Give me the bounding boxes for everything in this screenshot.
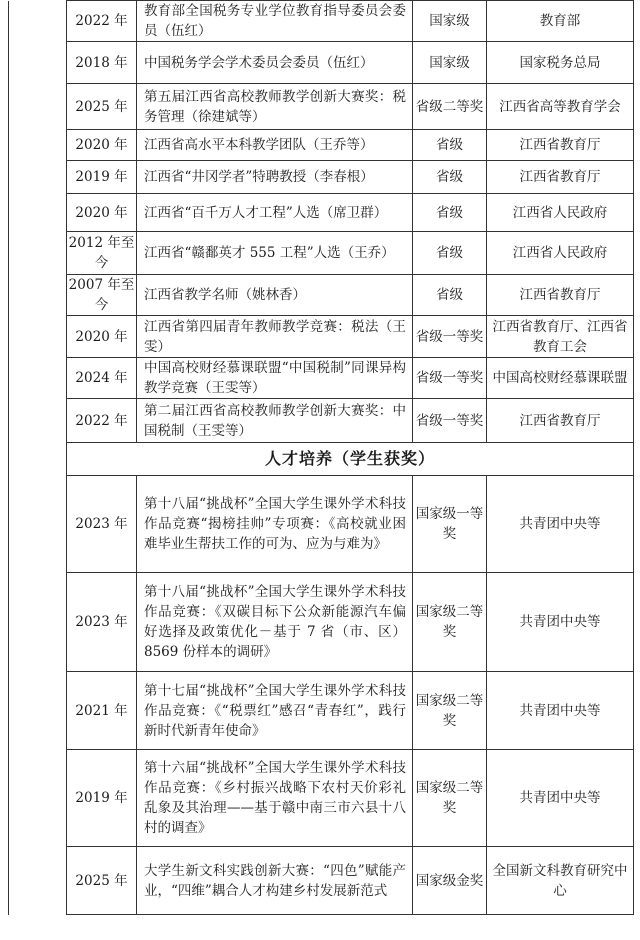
table-row — [9, 358, 634, 399]
year-cell: 2018 年 — [67, 42, 137, 84]
year-cell: 2022 年 — [67, 1, 137, 42]
organization-cell: 中国高校财经慕课联盟 — [487, 358, 634, 399]
table-row — [9, 161, 634, 194]
table-row — [9, 399, 634, 443]
table-row — [9, 672, 634, 750]
year-cell: 2019 年 — [67, 750, 137, 847]
organization-cell: 江西省教育厅、江西省教育工会 — [487, 316, 634, 358]
year-cell: 2025 年 — [67, 84, 137, 130]
row-margin-cell — [9, 42, 67, 84]
description-cell: 第五届江西省高校教师教学创新大赛奖：税务管理（徐建斌等） — [137, 84, 413, 130]
table-row — [9, 42, 634, 84]
organization-cell: 全国新文科教育研究中心 — [487, 847, 634, 915]
level-cell: 国家级二等奖 — [413, 573, 487, 672]
organization-cell: 教育部 — [487, 1, 634, 42]
organization-cell: 江西省人民政府 — [487, 232, 634, 275]
level-cell: 省级一等奖 — [413, 358, 487, 399]
level-cell: 国家级二等奖 — [413, 750, 487, 847]
description-cell: 中国高校财经慕课联盟“中国税制”同课异构教学竞赛（王雯等） — [137, 358, 413, 399]
row-margin-cell — [9, 194, 67, 232]
section-row — [9, 443, 634, 476]
row-margin-cell — [9, 161, 67, 194]
year-cell: 2020 年 — [67, 194, 137, 232]
description-cell: 大学生新文科实践创新大赛：“四色”赋能产业，“四维”耦合人才构建乡村发展新范式 — [137, 847, 413, 915]
description-cell: 教育部全国税务专业学位教育指导委员会委员（伍红） — [137, 1, 413, 42]
level-cell: 省级 — [413, 194, 487, 232]
row-margin-cell — [9, 358, 67, 399]
description-cell: 江西省教学名师（姚林香） — [137, 275, 413, 316]
table-row — [9, 275, 634, 316]
level-cell: 国家级 — [413, 1, 487, 42]
organization-cell: 江西省教育厅 — [487, 399, 634, 443]
table-row — [9, 476, 634, 573]
table-row — [9, 573, 634, 672]
year-cell: 2024 年 — [67, 358, 137, 399]
row-margin-cell — [9, 750, 67, 847]
organization-cell: 共青团中央等 — [487, 672, 634, 750]
level-cell: 省级二等奖 — [413, 84, 487, 130]
row-margin-cell — [9, 130, 67, 161]
level-cell: 国家级 — [413, 42, 487, 84]
organization-cell: 江西省教育厅 — [487, 161, 634, 194]
level-cell: 国家级金奖 — [413, 847, 487, 915]
organization-cell: 国家税务总局 — [487, 42, 634, 84]
level-cell: 省级 — [413, 130, 487, 161]
organization-cell: 共青团中央等 — [487, 750, 634, 847]
row-margin-cell — [9, 1, 67, 42]
description-cell: 第十七届“挑战杯”全国大学生课外学术科技作品竞赛：《“税票红”感召“青春红”，践行新时代新青年使命》 — [137, 672, 413, 750]
year-cell: 2020 年 — [67, 316, 137, 358]
row-margin-cell — [9, 232, 67, 275]
year-cell: 2023 年 — [67, 476, 137, 573]
year-cell: 2022 年 — [67, 399, 137, 443]
description-cell: 江西省“赣鄱英才 555 工程”人选（王乔） — [137, 232, 413, 275]
year-cell: 2023 年 — [67, 573, 137, 672]
description-cell: 江西省第四届青年教师教学竞赛：税法（王雯） — [137, 316, 413, 358]
table-row — [9, 847, 634, 915]
year-cell: 2021 年 — [67, 672, 137, 750]
description-cell: 江西省“百千万人才工程”人选（席卫群） — [137, 194, 413, 232]
row-margin-cell — [9, 399, 67, 443]
level-cell: 国家级一等奖 — [413, 476, 487, 573]
year-cell: 2020 年 — [67, 130, 137, 161]
row-margin-cell — [9, 573, 67, 672]
description-cell: 中国税务学会学术委员会委员（伍红） — [137, 42, 413, 84]
table-row — [9, 130, 634, 161]
level-cell: 省级 — [413, 275, 487, 316]
level-cell: 省级 — [413, 232, 487, 275]
organization-cell: 共青团中央等 — [487, 476, 634, 573]
table-row — [9, 84, 634, 130]
section-title: 人才培养（学生获奖） — [67, 443, 634, 476]
row-margin-cell — [9, 847, 67, 915]
table-row — [9, 316, 634, 358]
row-margin-cell — [9, 84, 67, 130]
row-margin-cell — [9, 672, 67, 750]
description-cell: 第二届江西省高校教师教学创新大赛奖：中国税制（王雯等） — [137, 399, 413, 443]
level-cell: 国家级二等奖 — [413, 672, 487, 750]
description-cell: 江西省高水平本科教学团队（王乔等） — [137, 130, 413, 161]
description-cell: 第十八届“挑战杯”全国大学生课外学术科技作品竞赛“揭榜挂帅”专项赛：《高校就业困难毕业生帮扶工作的可为、应为与难为》 — [137, 476, 413, 573]
description-cell: 第十六届“挑战杯”全国大学生课外学术科技作品竞赛：《乡村振兴战略下农村天价彩礼乱象及其治理——基于赣中南三市六县十八村的调查》 — [137, 750, 413, 847]
organization-cell: 共青团中央等 — [487, 573, 634, 672]
table-row — [9, 232, 634, 275]
organization-cell: 江西省人民政府 — [487, 194, 634, 232]
row-margin-cell — [9, 476, 67, 573]
level-cell: 省级一等奖 — [413, 399, 487, 443]
level-cell: 省级 — [413, 161, 487, 194]
table-row — [9, 1, 634, 42]
description-cell: 第十八届“挑战杯”全国大学生课外学术科技作品竞赛：《双碳目标下公众新能源汽车偏好选择及政策优化－基于 7 省（市、区）8569 份样本的调研》 — [137, 573, 413, 672]
organization-cell: 江西省高等教育学会 — [487, 84, 634, 130]
row-margin-cell — [9, 316, 67, 358]
year-cell: 2012 年至今 — [67, 232, 137, 275]
row-margin-cell — [9, 275, 67, 316]
organization-cell: 江西省教育厅 — [487, 275, 634, 316]
organization-cell: 江西省教育厅 — [487, 130, 634, 161]
table-row — [9, 194, 634, 232]
year-cell: 2025 年 — [67, 847, 137, 915]
level-cell: 省级一等奖 — [413, 316, 487, 358]
year-cell: 2007 年至今 — [67, 275, 137, 316]
awards-table — [8, 0, 634, 915]
table-row — [9, 750, 634, 847]
description-cell: 江西省“井冈学者”特聘教授（李春根） — [137, 161, 413, 194]
year-cell: 2019 年 — [67, 161, 137, 194]
